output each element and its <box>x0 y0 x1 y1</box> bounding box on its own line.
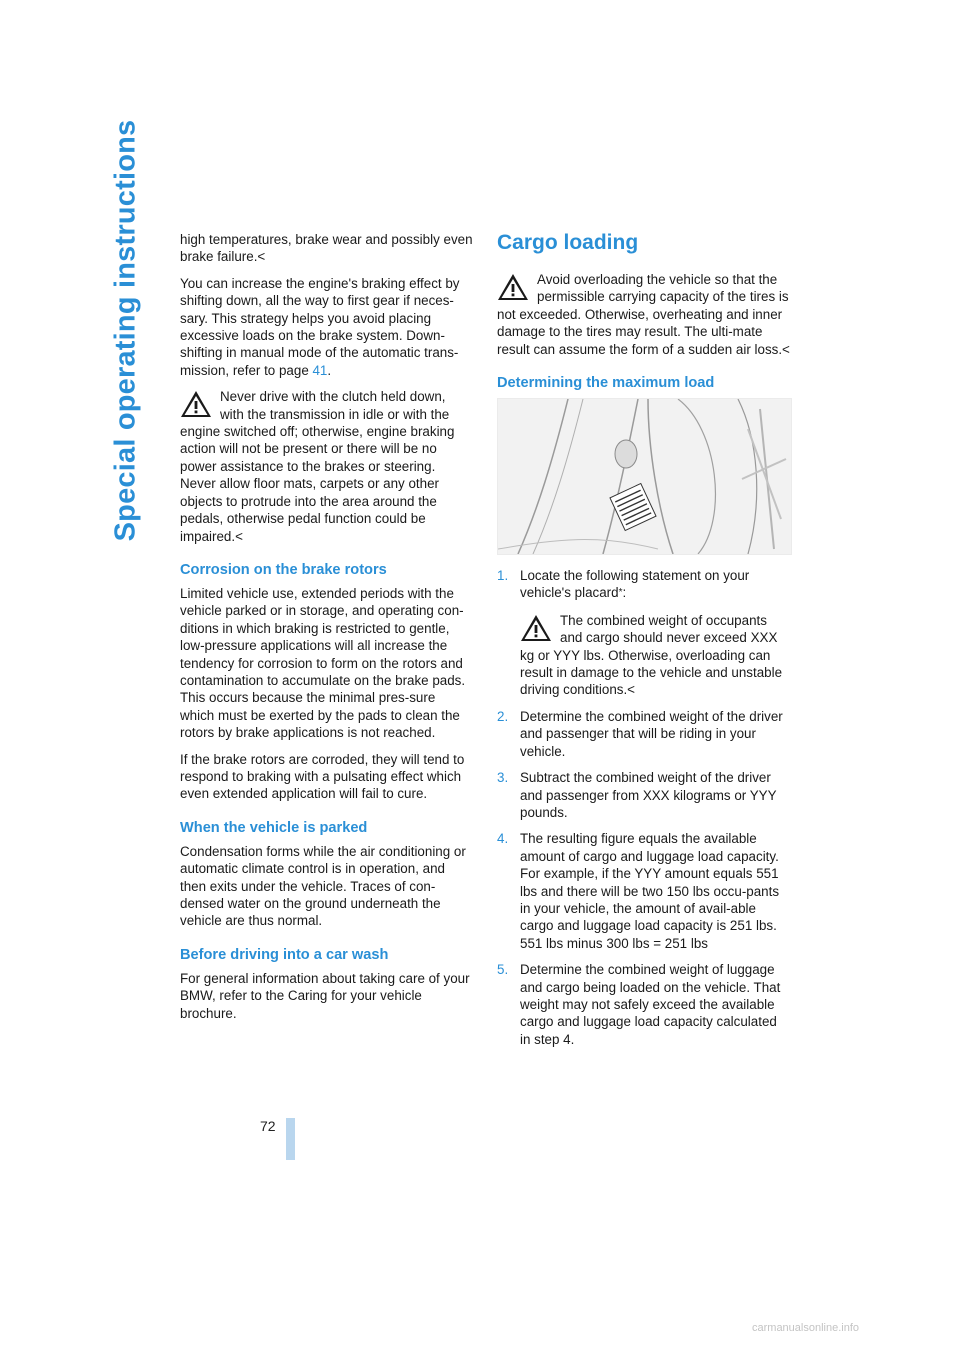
optional-equipment-star: * <box>618 587 623 599</box>
warning-triangle-icon <box>497 273 529 301</box>
steps-list <box>497 567 790 1048</box>
warning-placard <box>520 612 790 699</box>
section-title-vertical <box>104 0 148 660</box>
step-text: Subtract the combined weight of the driver and passenger from XXX kilograms or YYY pounds. <box>520 770 777 820</box>
paragraph: Limited vehicle use, extended periods with the vehicle parked or in storage, and operating con-ditions in which braking is restricted to gentle, low-pressure applications will all increase the tendency for corrosion to form on the rotors and contamination to accumulate on the brake pads. This occurs because the minimal pres-sure which must be exerted by the pads to clean the rotors by brake applications is not reached. <box>180 585 466 741</box>
step-number: 4. <box>497 831 509 847</box>
paragraph: For general information about taking care of your BMW, refer to the Caring for your vehicle brochure. <box>180 970 470 1021</box>
warning-text: Avoid overloading the vehicle so that the permissible carrying capacity of the tires is not exceeded. Otherwise, overheating and inner damage to the tires may result. The ulti-mate result can assume the form of a sudden air loss.< <box>497 272 790 357</box>
step-text-end: : <box>622 585 627 601</box>
heading-max-load: Determining the maximum load <box>497 375 715 392</box>
door-placard-illustration <box>497 398 792 555</box>
step-text: Determine the combined weight of luggage and cargo being loaded on the vehicle. That weight may not safely exceed the available cargo and luggage load capacity calculated in step 4. <box>520 962 781 1047</box>
warning-triangle-icon <box>520 614 552 642</box>
warning-text: The combined weight of occupants and cargo should never exceed XXX kg or YYY lbs. Otherwise, overloading can result in damage to the vehicle and unstable driving conditions.< <box>520 612 783 698</box>
paragraph: If the brake rotors are corroded, they will tend to respond to braking with a pulsating effect which even extended application will fail to cure. <box>180 751 465 802</box>
heading-parked: When the vehicle is parked <box>180 819 368 836</box>
section-title-text: Special operating instructions <box>109 119 142 541</box>
list-item <box>497 567 790 699</box>
paragraph-engine-braking <box>180 275 473 379</box>
page-marker-bar <box>286 1118 295 1160</box>
step-text: The resulting figure equals the available amount of cargo and luggage load capacity. For example, if the YYY amount equals 551 lbs and there will be two 150 lbs occu-pants in your vehicle, the amount of avail-able cargo and luggage load capacity is 251 lbs. <box>520 831 780 934</box>
page-41-link[interactable]: 41 <box>312 362 328 378</box>
warning-triangle-icon <box>180 390 212 418</box>
left-column <box>180 231 473 1031</box>
watermark: carmanualsonline.info <box>752 1322 860 1334</box>
paragraph: Condensation forms while the air conditioning or automatic climate control is in operation, and then exits under the vehicle. Traces of con-densed water on the ground underneath the vehicle are thus normal. <box>180 843 466 929</box>
step-number: 3. <box>497 770 509 786</box>
step-number: 5. <box>497 962 509 978</box>
step-text: Determine the combined weight of the driver and passenger that will be riding in your vehicle. <box>520 708 783 759</box>
paragraph: high temperatures, brake wear and possibly even brake failure.< <box>180 232 473 265</box>
heading-cargo-loading: Cargo loading <box>497 231 639 254</box>
page-number: 72 <box>260 1118 276 1134</box>
paragraph-text-end: . <box>327 362 332 378</box>
heading-corrosion: Corrosion on the brake rotors <box>180 561 387 578</box>
list-item <box>497 769 790 821</box>
list-item <box>497 708 790 760</box>
warning-clutch <box>180 388 473 545</box>
heading-car-wash: Before driving into a car wash <box>180 946 389 963</box>
right-column <box>497 231 790 1057</box>
placard-illustration-svg <box>498 399 791 554</box>
step-number: 2. <box>497 708 509 724</box>
step-example: 551 lbs minus 300 lbs = 251 lbs <box>520 935 708 951</box>
list-item <box>497 961 790 1048</box>
paragraph-text: You can increase the engine's braking effect by shifting down, all the way to first gear if neces-sary. This strategy helps you avoid placing excessive loads on the brake system. Down-shifting in manual mode of the automatic trans-mission, refer to page <box>180 275 460 378</box>
list-item <box>497 830 790 952</box>
step-number: 1. <box>497 568 509 584</box>
warning-overloading <box>497 271 790 358</box>
step-text: Locate the following statement on your vehicle's placard <box>520 568 750 601</box>
warning-text: Never drive with the clutch held down, with the transmission in idle or with the engine switched off; otherwise, engine braking action will not be present or there will be no power assistance to the brakes or steering. Never allow floor mats, carpets or any other objects to protrude into the area around the pedals, otherwise pedal function could be impaired.< <box>180 389 455 544</box>
